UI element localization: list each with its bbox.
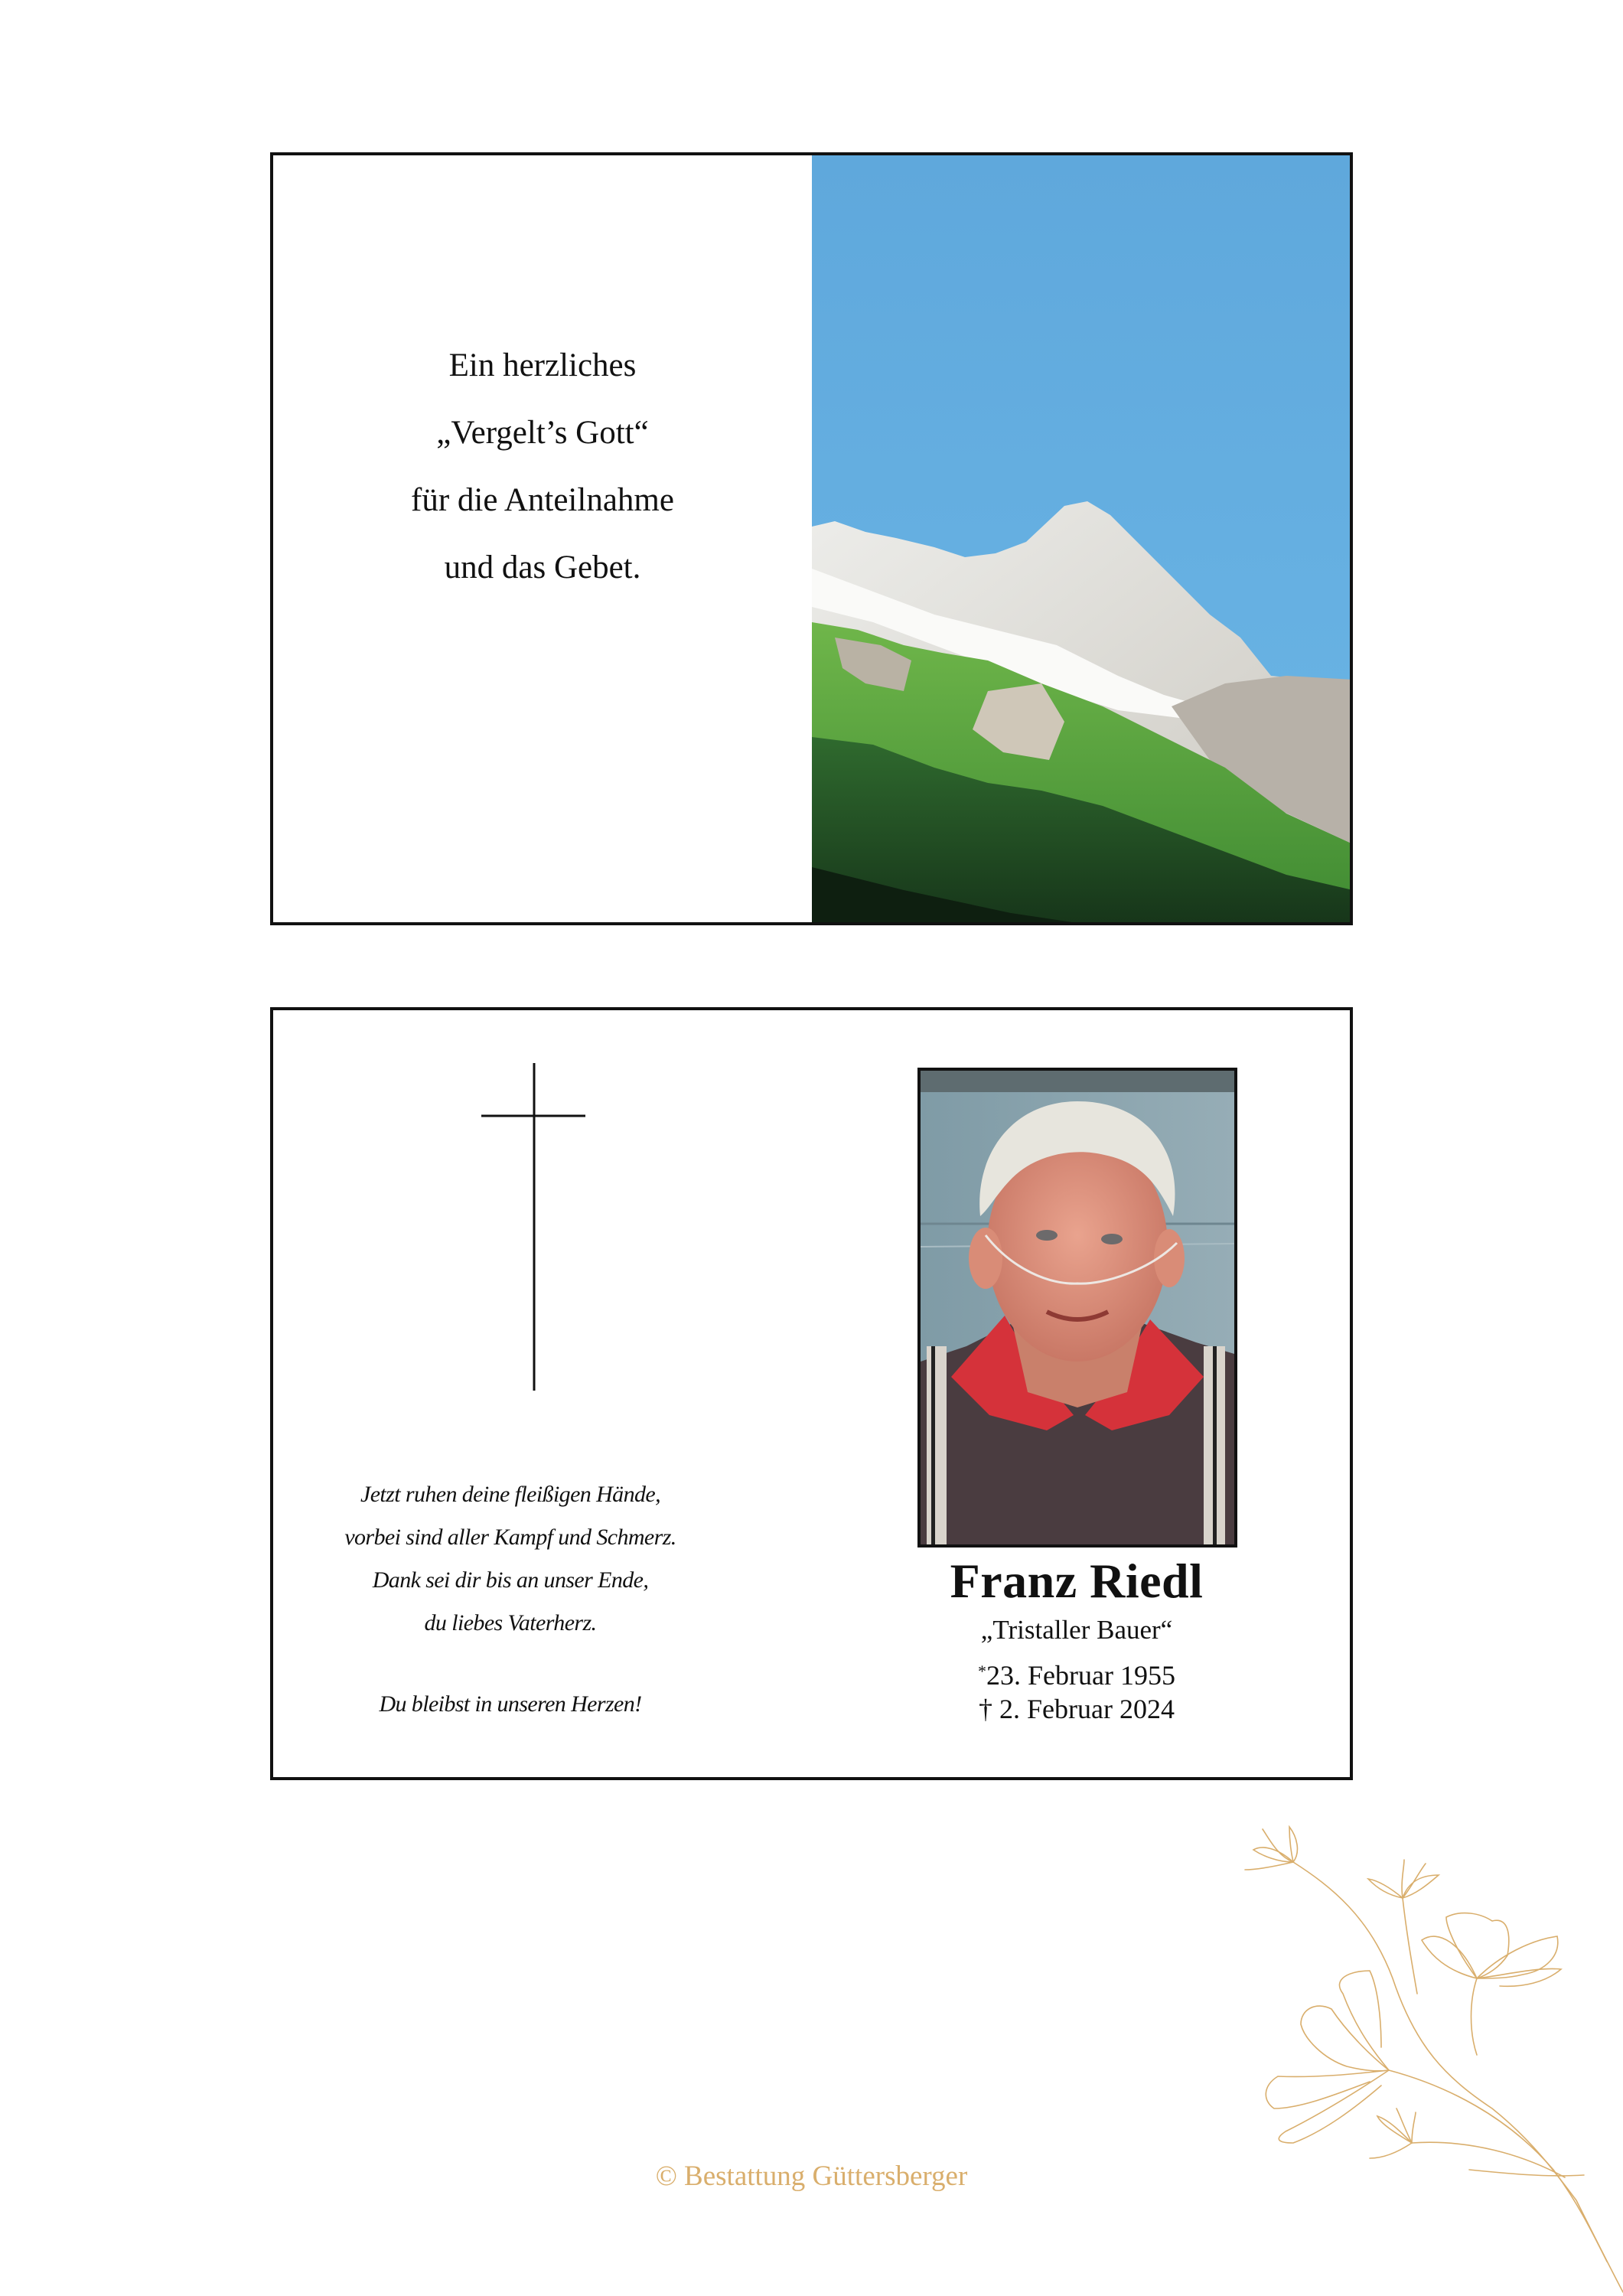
thank-you-line: für die Anteilnahme	[411, 482, 674, 518]
poem-line: du liebes Vaterherz.	[424, 1610, 597, 1636]
death-date: 2. Februar 2024	[999, 1694, 1175, 1724]
deceased-info	[908, 1549, 1245, 1726]
thank-you-message	[273, 155, 812, 922]
copyright-footer	[0, 2160, 1623, 2193]
dagger-icon: †	[979, 1694, 993, 1724]
cross-icon	[481, 1063, 585, 1391]
memorial-card	[270, 1007, 1353, 1780]
birth-date: 23. Februar 1955	[986, 1660, 1175, 1691]
copyright-text: © Bestattung Güttersberger	[655, 2161, 968, 2192]
poem-line: vorbei sind aller Kampf und Schmerz.	[344, 1525, 676, 1550]
floral-decoration-icon	[1217, 1802, 1623, 2296]
deceased-name: Franz Riedl	[950, 1554, 1204, 1608]
birth-date-line	[908, 1655, 1245, 1692]
poem	[327, 1473, 694, 1726]
thank-you-line: „Vergelt’s Gott“	[436, 415, 649, 451]
birth-symbol: *	[978, 1662, 987, 1681]
poem-line: Jetzt ruhen deine fleißigen Hände,	[360, 1482, 660, 1507]
mountain-landscape-photo	[812, 155, 1353, 922]
thank-you-card	[270, 152, 1353, 925]
deceased-nickname: „Tristaller Bauer“	[980, 1615, 1173, 1645]
portrait-photo	[917, 1068, 1237, 1548]
thank-you-line: Ein herzliches	[448, 347, 637, 383]
thank-you-line: und das Gebet.	[444, 550, 641, 585]
death-date-line	[908, 1692, 1245, 1726]
poem-line: Dank sei dir bis an unser Ende,	[372, 1567, 649, 1593]
poem-closing: Du bleibst in unseren Herzen!	[379, 1691, 642, 1717]
